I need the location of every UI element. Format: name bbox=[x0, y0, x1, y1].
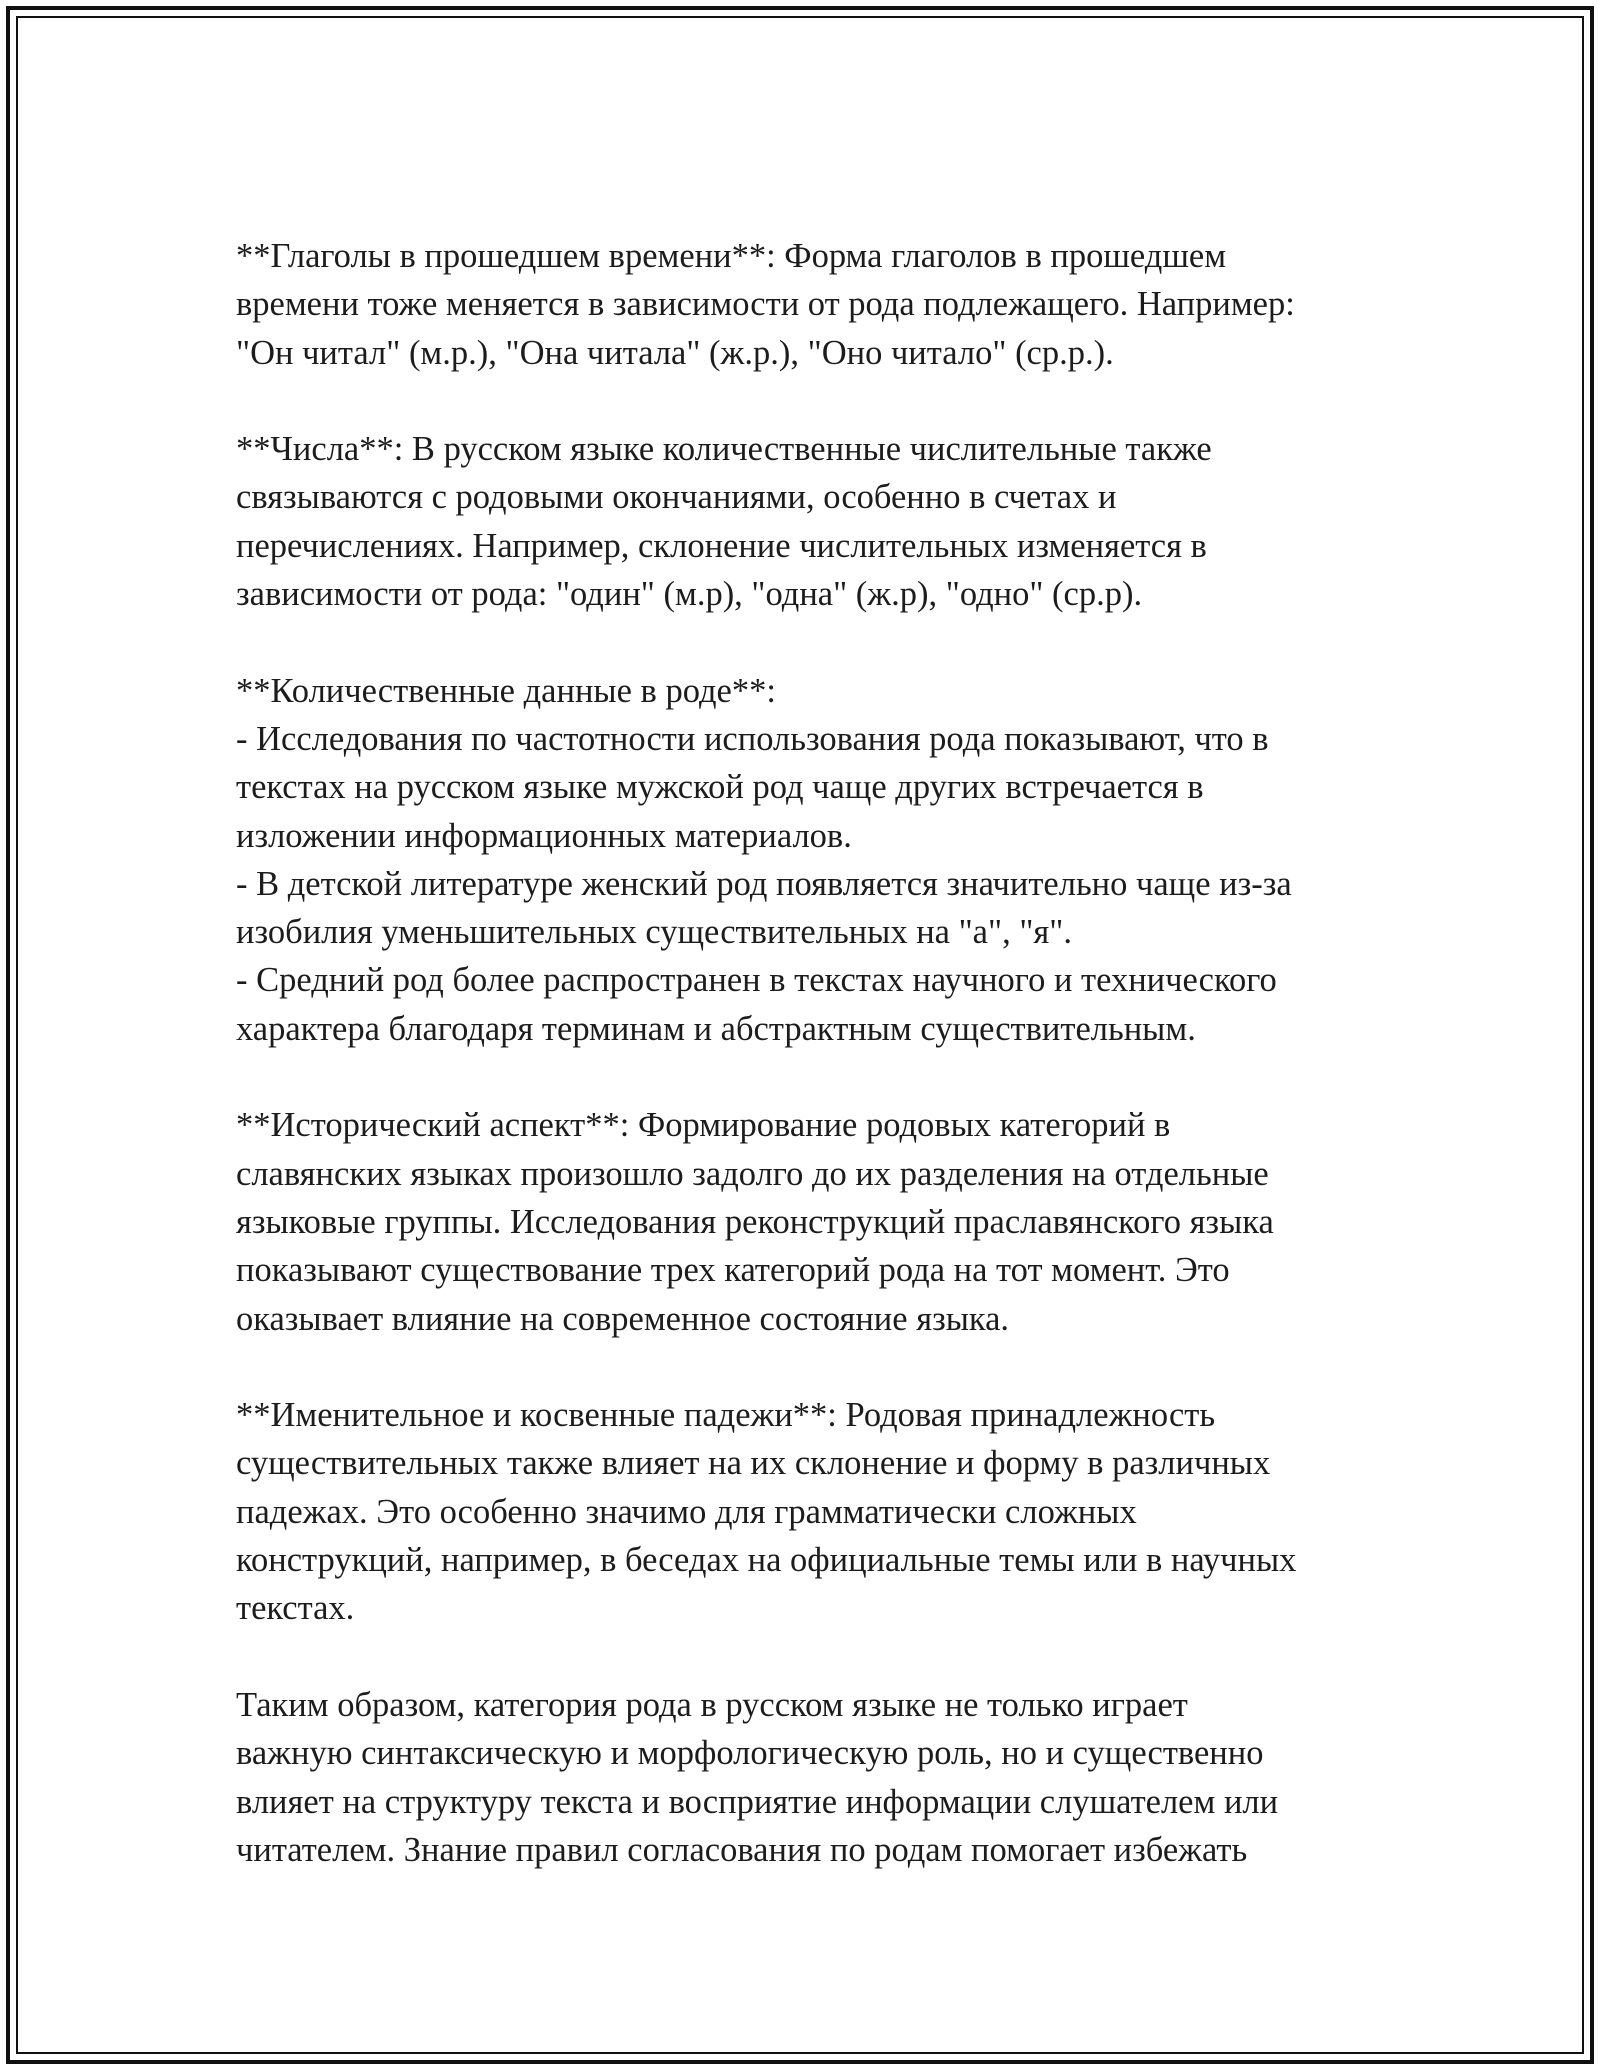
text-line: существительных также влияет на их склонение и форму в различных bbox=[236, 1444, 1271, 1483]
text-line: славянских языках произошло задолго до их разделения на отдельные bbox=[236, 1154, 1269, 1193]
text-line: **Исторический аспект**: Формирование родовых категорий в bbox=[236, 1106, 1171, 1145]
text-line: важную синтаксическую и морфологическую роль, но и существенно bbox=[236, 1734, 1264, 1773]
list-item-line: - В детской литературе женский род появляется значительно чаще из-за bbox=[236, 864, 1292, 903]
paragraph-cases bbox=[236, 1391, 1396, 1632]
text-line: языковые группы. Исследования реконструкций праславянского языка bbox=[236, 1202, 1274, 1241]
list-item-line: изобилия уменьшительных существительных на "а", "я". bbox=[236, 913, 1072, 952]
paragraph-past-tense-verbs bbox=[236, 232, 1396, 377]
text-line: оказывает влияние на современное состояние языка. bbox=[236, 1299, 1010, 1338]
text-line: конструкций, например, в беседах на официальные темы или в научных bbox=[236, 1541, 1297, 1580]
list-item-line: - Средний род более распространен в текстах научного и технического bbox=[236, 961, 1277, 1000]
text-line: **Именительное и косвенные падежи**: Родовая принадлежность bbox=[236, 1396, 1216, 1435]
list-item-line: характера благодаря терминам и абстрактным существительным. bbox=[236, 1009, 1196, 1048]
text-line: текстах. bbox=[236, 1589, 355, 1628]
list-item-line: - Исследования по частотности использования рода показывают, что в bbox=[236, 719, 1269, 758]
text-line: "Он читал" (м.р.), "Она читала" (ж.р.), "Оно читало" (ср.р.). bbox=[236, 333, 1114, 372]
text-line: связываются с родовыми окончаниями, особенно в счетах и bbox=[236, 478, 1117, 517]
text-line: **Числа**: В русском языке количественные числительные также bbox=[236, 430, 1212, 469]
paragraph-numerals bbox=[236, 425, 1396, 618]
text-line: показывают существование трех категорий рода на тот момент. Это bbox=[236, 1251, 1230, 1290]
list-item-line: изложении информационных материалов. bbox=[236, 816, 852, 855]
text-line: падежах. Это особенно значимо для грамматически сложных bbox=[236, 1492, 1137, 1531]
list-item-line: текстах на русском языке мужской род чаще других встречается в bbox=[236, 768, 1204, 807]
paragraph-historical-aspect bbox=[236, 1101, 1396, 1342]
paragraph-quantitative-data bbox=[236, 667, 1396, 1053]
text-line: читателем. Знание правил согласования по родам помогает избежать bbox=[236, 1830, 1248, 1869]
text-line: времени тоже меняется в зависимости от рода подлежащего. Например: bbox=[236, 285, 1295, 324]
text-line: Таким образом, категория рода в русском языке не только играет bbox=[236, 1685, 1188, 1724]
text-line: зависимости от рода: "один" (м.р), "одна" (ж.р), "одно" (ср.р). bbox=[236, 575, 1143, 614]
document-body bbox=[236, 232, 1396, 1874]
text-line: **Количественные данные в роде**: bbox=[236, 671, 776, 710]
text-line: **Глаголы в прошедшем времени**: Форма глаголов в прошедшем bbox=[236, 237, 1227, 275]
text-line: влияет на структуру текста и восприятие информации слушателем или bbox=[236, 1782, 1279, 1821]
paragraph-conclusion bbox=[236, 1681, 1396, 1874]
text-line: перечислениях. Например, склонение числительных изменяется в bbox=[236, 526, 1207, 565]
